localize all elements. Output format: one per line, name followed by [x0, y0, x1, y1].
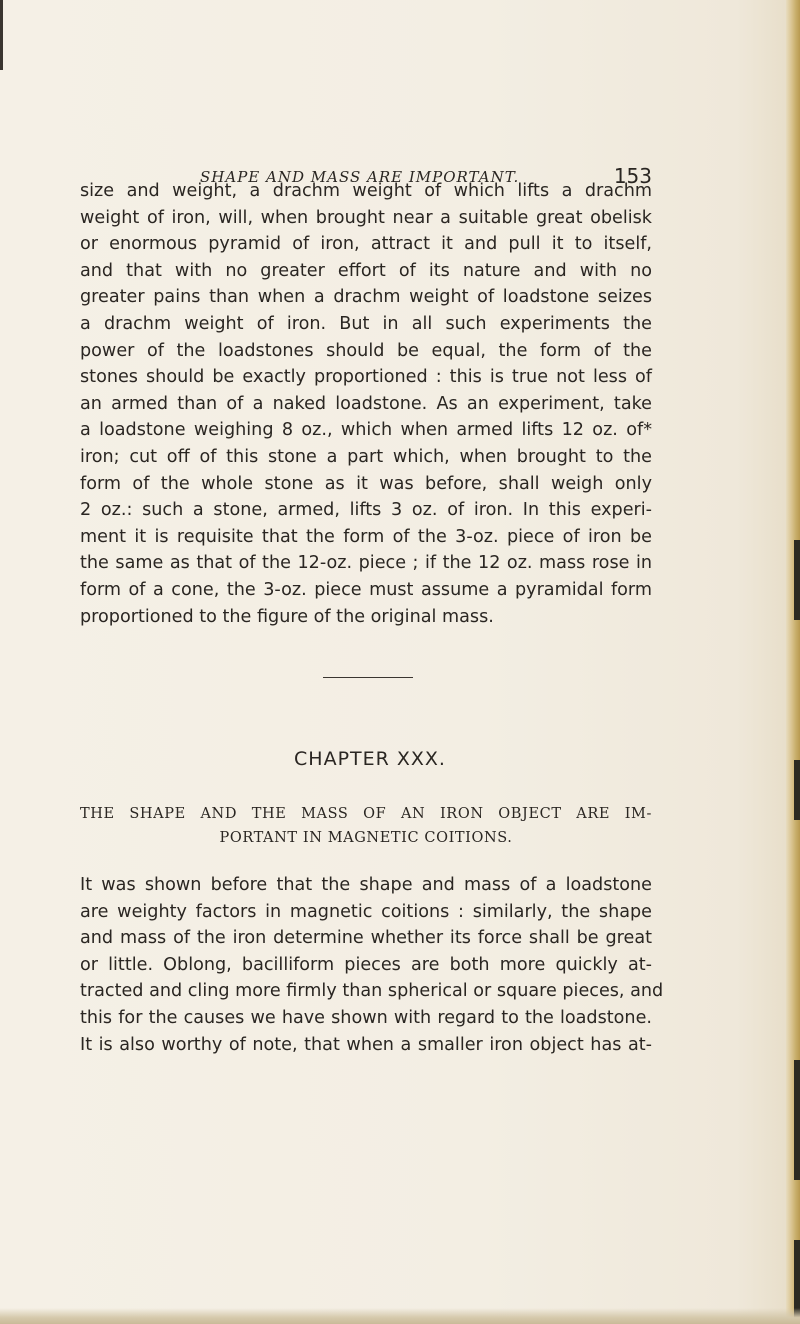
text-line: form of a cone, the 3-oz. piece must assume a pyramidal form — [80, 579, 652, 600]
page-bottom-edge — [0, 1308, 800, 1324]
paragraph-1 — [80, 178, 652, 630]
text-line: or little. Oblong, bacilliform pieces are both more quickly at- — [80, 954, 652, 975]
text-line: 2 oz.: such a stone, armed, lifts 3 oz. of iron. In this experi- — [80, 500, 652, 521]
text-line: proportioned to the figure of the original mass. — [80, 606, 494, 627]
text-line: are weighty factors in magnetic coitions : similarly, the shape — [80, 901, 652, 922]
text-line: form of the whole stone as it was before, shall weigh only — [80, 473, 652, 494]
text-line: or enormous pyramid of iron, attract it and pull it to itself, — [80, 234, 652, 255]
text-line: size and weight, a drachm weight of which lifts a drachm — [80, 181, 652, 201]
text-line: power of the loadstones should be equal, the form of the — [80, 340, 652, 361]
text-line: ment it is requisite that the form of the 3-oz. piece of iron be — [80, 526, 652, 547]
edge-shadow — [794, 760, 800, 820]
text-line: and mass of the iron determine whether its force shall be great — [80, 928, 652, 949]
text-line: the same as that of the 12-oz. piece ; if the 12 oz. mass rose in — [80, 553, 652, 574]
text-line: and that with no greater effort of its nature and with no — [80, 260, 652, 281]
chapter-subtitle — [80, 802, 652, 850]
text-line: It was shown before that the shape and mass of a loadstone — [80, 875, 652, 895]
chapter-subtitle-line: PORTANT IN MAGNETIC COITIONS. — [219, 830, 513, 846]
text-line: weight of iron, will, when brought near a suitable great obelisk — [80, 207, 652, 228]
section-divider — [323, 677, 413, 678]
edge-shadow — [794, 1060, 800, 1180]
text-line: iron; cut off of this stone a part which, when brought to the — [80, 446, 652, 467]
edge-shadow — [794, 540, 800, 620]
chapter-heading: CHAPTER XXX. — [294, 748, 446, 770]
text-line: this for the causes we have shown with regard to the loadstone. — [80, 1007, 652, 1028]
page-number: 153 — [613, 164, 652, 188]
text-line: greater pains than when a drachm weight of loadstone seizes — [80, 287, 652, 308]
paragraph-2 — [80, 872, 664, 1058]
text-line: a drachm weight of iron. But in all such experiments the — [80, 313, 652, 334]
text-line: an armed than of a naked loadstone. As an experiment, take — [80, 393, 652, 414]
chapter-subtitle-line: THE SHAPE AND THE MASS OF AN IRON OBJECT ARE IM- — [80, 806, 652, 822]
text-line: a loadstone weighing 8 oz., which when armed lifts 12 oz. of* — [80, 420, 652, 441]
text-line: It is also worthy of note, that when a smaller iron object has at- — [80, 1034, 652, 1055]
text-line: tracted and cling more firmly than spherical or square pieces, and — [80, 981, 664, 1002]
page-left-edge — [0, 0, 3, 70]
text-line: stones should be exactly proportioned : this is true not less of — [80, 367, 652, 388]
running-head-title: SHAPE AND MASS ARE IMPORTANT. — [200, 168, 520, 186]
page-right-edge — [786, 0, 800, 1324]
